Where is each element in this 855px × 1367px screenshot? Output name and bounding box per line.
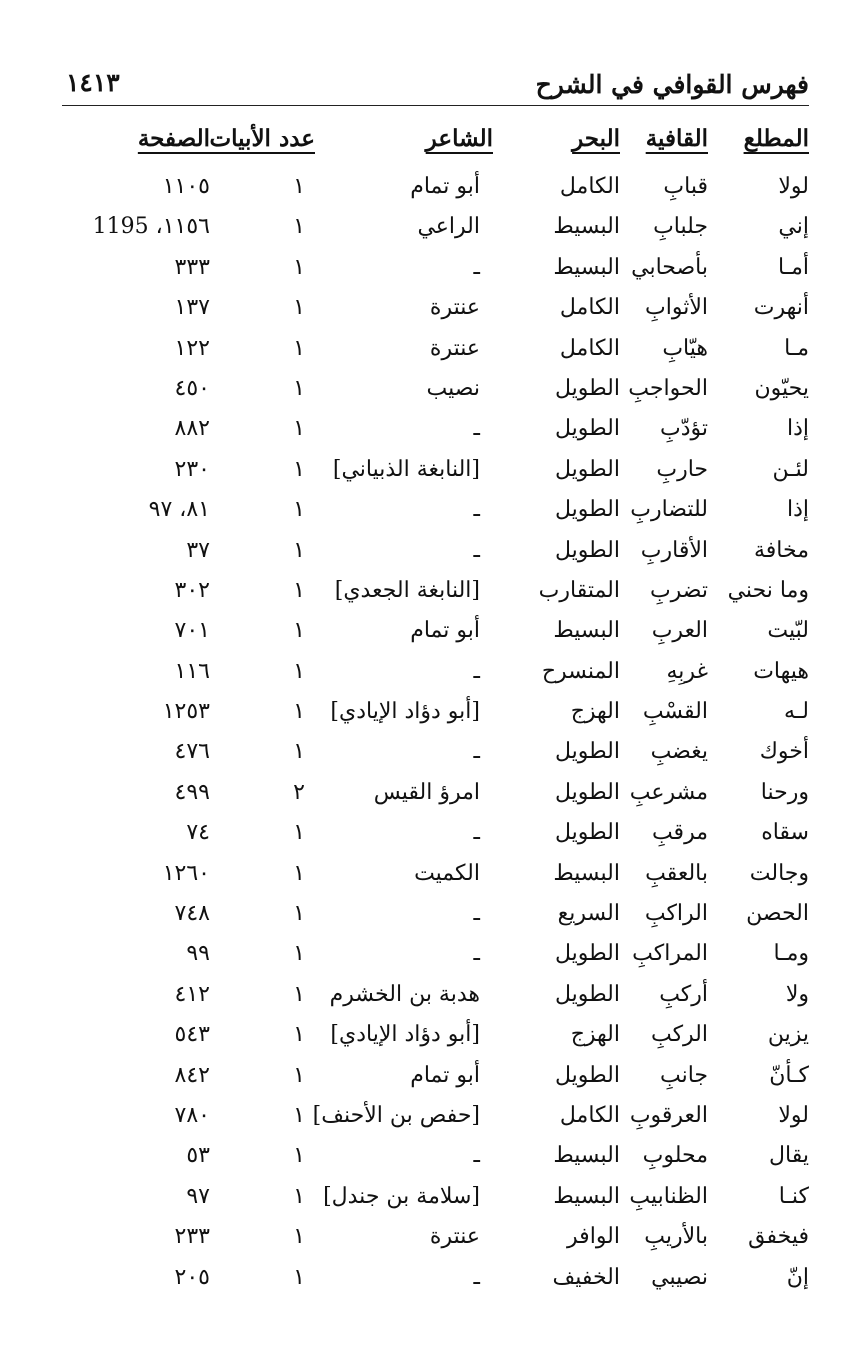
poet-cell: ـ — [473, 1264, 480, 1290]
rhyme-cell: أركبِ — [659, 981, 708, 1007]
rhyme-cell: الأثوابِ — [645, 295, 708, 321]
page-ref-cell: ٩٧ — [186, 1183, 210, 1209]
page-ref-cell: ٨٤٢ — [174, 1062, 210, 1088]
meter-cell: المنسرح — [541, 658, 620, 684]
table-row — [0, 976, 855, 1016]
column-header-rhyme: القافية — [645, 125, 708, 152]
verse-count-cell: ١ — [293, 1264, 305, 1290]
page-ref-cell: ١٢٥٣ — [162, 699, 210, 725]
page-ref-cell: ١١٠٥ — [162, 174, 210, 199]
table-row — [0, 1016, 855, 1056]
page-ref-cell: ٧٠١ — [174, 618, 210, 644]
opening-cell: وجالت — [749, 860, 809, 886]
meter-cell: الطويل — [554, 779, 620, 805]
verse-count-cell: ١ — [293, 456, 305, 482]
rhyme-cell: الظنابيبِ — [629, 1183, 708, 1209]
opening-cell: كنـا — [778, 1183, 809, 1209]
opening-cell: لولا — [778, 174, 809, 199]
rhyme-cell: الأقاربِ — [640, 537, 708, 563]
opening-cell: لبّيت — [767, 618, 809, 644]
meter-cell: الطويل — [554, 456, 620, 482]
page-ref-cell: ١١٥٦، 1195 — [92, 214, 210, 240]
meter-cell: الهزج — [570, 1022, 620, 1048]
opening-cell: أمـا — [777, 254, 809, 280]
opening-cell: كـأنّ — [769, 1062, 809, 1088]
meter-cell: الكامل — [559, 174, 620, 199]
verse-count-cell: ١ — [293, 1022, 305, 1048]
poet-cell: ـ — [473, 658, 480, 684]
verse-count-cell: ١ — [293, 295, 305, 321]
opening-cell: لـه — [784, 699, 809, 725]
opening-cell: يزين — [767, 1022, 809, 1048]
poet-cell: ـ — [473, 941, 480, 967]
verse-count-cell: ١ — [293, 1183, 305, 1209]
verse-count-cell: ١ — [293, 658, 305, 684]
opening-cell: فيخفق — [748, 1224, 809, 1250]
poet-cell: ـ — [473, 254, 480, 280]
poet-cell: الراعي — [417, 214, 480, 240]
poet-cell: [سلامة بن جندل] — [323, 1183, 480, 1209]
rhyme-cell: للتضاربِ — [630, 497, 708, 523]
table-row — [0, 693, 855, 733]
table-row — [0, 895, 855, 935]
rhyme-cell: نصيبي — [651, 1264, 708, 1290]
opening-cell: ورحنا — [760, 779, 809, 805]
opening-cell: أخوك — [759, 739, 809, 765]
page-ref-cell: ٣٠٢ — [174, 577, 210, 603]
page-ref-cell: ٧٨٠ — [174, 1102, 210, 1128]
meter-cell: الكامل — [559, 1102, 620, 1128]
table-row — [0, 451, 855, 491]
table-row — [0, 491, 855, 531]
verse-count-cell: ١ — [293, 1224, 305, 1250]
meter-cell: الطويل — [554, 739, 620, 765]
rhyme-cell: تضربِ — [649, 577, 708, 603]
verse-count-cell: ١ — [293, 254, 305, 280]
rhyme-cell: الراكبِ — [644, 901, 708, 927]
poet-cell: عنترة — [429, 1224, 480, 1250]
table-row — [0, 1057, 855, 1097]
rhyme-cell: القسْبِ — [642, 699, 708, 725]
table-row — [0, 733, 855, 773]
verse-count-cell: ١ — [293, 375, 305, 401]
meter-cell: البسيط — [553, 254, 620, 280]
table-row — [0, 572, 855, 612]
column-header-opening: المطلع — [743, 125, 809, 152]
opening-cell: سقاه — [761, 820, 809, 846]
table-row — [0, 1178, 855, 1218]
table-row — [0, 1259, 855, 1299]
rhyme-cell: العربِ — [651, 618, 708, 644]
verse-count-cell: ١ — [293, 860, 305, 886]
page-ref-cell: ٩٩ — [186, 941, 210, 967]
verse-count-cell: ١ — [293, 335, 305, 361]
opening-cell: وما نحني — [727, 577, 809, 603]
opening-cell: أنهرت — [753, 295, 809, 321]
verse-count-cell: ١ — [293, 901, 305, 927]
table-row — [0, 410, 855, 450]
column-header-meter: البحر — [572, 125, 620, 152]
rhyme-cell: جانبِ — [659, 1062, 708, 1088]
meter-cell: الطويل — [554, 941, 620, 967]
poet-cell: هدبة بن الخشرم — [329, 981, 480, 1007]
rhyme-cell: قبابِ — [663, 174, 708, 199]
verse-count-cell: ١ — [293, 699, 305, 725]
page-ref-cell: ٥٣ — [186, 1143, 210, 1169]
verse-count-cell: ١ — [293, 1102, 305, 1128]
poet-cell: [النابغة الذبياني] — [332, 456, 480, 482]
poet-cell: امرؤ القيس — [373, 779, 480, 805]
meter-cell: الطويل — [554, 375, 620, 401]
verse-count-cell: ١ — [293, 1062, 305, 1088]
column-header-page: الصفحة — [137, 125, 210, 152]
column-header-verse-count: عدد الأبيات — [209, 125, 315, 152]
verse-count-cell: ١ — [293, 618, 305, 644]
opening-cell: إنّ — [786, 1264, 809, 1290]
rhyme-cell: بالأريبِ — [644, 1224, 708, 1250]
meter-cell: الهزج — [570, 699, 620, 725]
page-ref-cell: ٨١، ٩٧ — [148, 497, 210, 523]
meter-cell: المتقارب — [538, 577, 620, 603]
poet-cell: عنترة — [429, 335, 480, 361]
rhyme-cell: هيّابِ — [662, 335, 708, 361]
page-ref-cell: ٧٤٨ — [174, 901, 210, 927]
poet-cell: أبو تمام — [410, 174, 480, 199]
opening-cell: لولا — [778, 1102, 809, 1128]
opening-cell: الحصن — [746, 901, 809, 927]
meter-cell: الطويل — [554, 537, 620, 563]
table-row — [0, 612, 855, 652]
poet-cell: [النابغة الجعدي] — [334, 577, 480, 603]
poet-cell: عنترة — [429, 295, 480, 321]
meter-cell: الكامل — [559, 295, 620, 321]
meter-cell: البسيط — [553, 860, 620, 886]
rhyme-cell: بالعقبِ — [645, 860, 708, 886]
meter-cell: الطويل — [554, 1062, 620, 1088]
page-ref-cell: ٤٩٩ — [174, 779, 210, 805]
rhyme-cell: مشرعبِ — [629, 779, 708, 805]
poet-cell: ـ — [473, 901, 480, 927]
opening-cell: لئـن — [772, 456, 809, 482]
poet-cell: نصيب — [426, 375, 480, 401]
opening-cell: يقال — [769, 1143, 809, 1169]
rhyme-cell: بأصحابي — [631, 254, 708, 280]
rhyme-cell: مرقبِ — [651, 820, 708, 846]
opening-cell: إذا — [786, 497, 809, 523]
verse-count-cell: ١ — [293, 739, 305, 765]
page-ref-cell: ١٢٢ — [174, 335, 210, 361]
meter-cell: الطويل — [554, 820, 620, 846]
page-ref-cell: ٣٧ — [186, 537, 210, 563]
table-row — [0, 532, 855, 572]
page-ref-cell: ٧٤ — [186, 820, 210, 846]
page-ref-cell: ٢٠٥ — [174, 1264, 210, 1290]
poet-cell: [أبو دؤاد الإيادي] — [330, 1022, 480, 1048]
meter-cell: البسيط — [553, 214, 620, 240]
poet-cell: الكميت — [414, 860, 480, 886]
table-row — [0, 1137, 855, 1177]
page-ref-cell: ١٣٧ — [174, 295, 210, 321]
opening-cell: ولا — [785, 981, 809, 1007]
rhyme-cell: الحواجبِ — [628, 375, 708, 401]
rhyme-cell: المراكبِ — [632, 941, 708, 967]
page-ref-cell: ٨٨٢ — [174, 416, 210, 442]
table-row — [0, 249, 855, 289]
meter-cell: الكامل — [559, 335, 620, 361]
page-ref-cell: ٤٥٠ — [174, 375, 210, 401]
table-row — [0, 330, 855, 370]
verse-count-cell: ١ — [293, 941, 305, 967]
rhyme-cell: غربِهِ — [666, 658, 708, 684]
poet-cell: ـ — [473, 497, 480, 523]
meter-cell: الطويل — [554, 981, 620, 1007]
table-row — [0, 935, 855, 975]
verse-count-cell: ١ — [293, 497, 305, 523]
verse-count-cell: ١ — [293, 174, 305, 199]
meter-cell: الخفيف — [552, 1264, 620, 1290]
table-row — [0, 289, 855, 329]
header-rule — [62, 105, 809, 106]
page-ref-cell: ٤١٢ — [174, 981, 210, 1007]
verse-count-cell: ١ — [293, 820, 305, 846]
page-ref-cell: ٢٣٠ — [174, 456, 210, 482]
table-row — [0, 1218, 855, 1258]
table-row — [0, 208, 855, 248]
rhyme-cell: الركبِ — [650, 1022, 708, 1048]
table-row — [0, 370, 855, 410]
opening-cell: إني — [778, 214, 809, 240]
rhyme-cell: جلبابِ — [653, 214, 708, 240]
meter-cell: الوافر — [567, 1224, 620, 1250]
table-row — [0, 653, 855, 693]
column-header-poet: الشاعر — [425, 125, 493, 152]
poet-cell: ـ — [473, 739, 480, 765]
rhyme-cell: تؤدّبِ — [660, 416, 708, 442]
table-row — [0, 855, 855, 895]
page-ref-cell: ١١٦ — [174, 658, 210, 684]
poet-cell: ـ — [473, 1143, 480, 1169]
meter-cell: البسيط — [553, 1183, 620, 1209]
verse-count-cell: ١ — [293, 214, 305, 240]
opening-cell: مـا — [784, 335, 809, 361]
table-row — [0, 1097, 855, 1137]
page-number: ١٤١٣ — [66, 68, 120, 97]
poet-cell: أبو تمام — [410, 1062, 480, 1088]
rhyme-cell: محلوبِ — [642, 1143, 708, 1169]
table-row — [0, 168, 855, 208]
index-table — [0, 168, 855, 1299]
opening-cell: هيهات — [753, 658, 809, 684]
page-ref-cell: ٣٣٣ — [174, 254, 210, 280]
page-ref-cell: ٢٣٣ — [174, 1224, 210, 1250]
poet-cell: [أبو دؤاد الإيادي] — [330, 699, 480, 725]
opening-cell: مخافة — [754, 537, 809, 563]
page-ref-cell: ٥٤٣ — [174, 1022, 210, 1048]
verse-count-cell: ١ — [293, 1143, 305, 1169]
opening-cell: يحيّون — [754, 375, 809, 401]
verse-count-cell: ١ — [293, 416, 305, 442]
poet-cell: ـ — [473, 537, 480, 563]
rhyme-cell: العرقوبِ — [629, 1102, 708, 1128]
table-row — [0, 774, 855, 814]
meter-cell: الطويل — [554, 416, 620, 442]
verse-count-cell: ١ — [293, 981, 305, 1007]
page-ref-cell: ٤٧٦ — [174, 739, 210, 765]
running-header-title: فهرس القوافي في الشرح — [535, 70, 809, 99]
poet-cell: أبو تمام — [410, 618, 480, 644]
meter-cell: السريع — [557, 901, 620, 927]
verse-count-cell: ٢ — [293, 779, 305, 805]
table-row — [0, 814, 855, 854]
meter-cell: البسيط — [553, 618, 620, 644]
poet-cell: ـ — [473, 416, 480, 442]
page-ref-cell: ١٢٦٠ — [162, 860, 210, 886]
poet-cell: [حفص بن الأحنف] — [312, 1102, 480, 1128]
meter-cell: البسيط — [553, 1143, 620, 1169]
verse-count-cell: ١ — [293, 577, 305, 603]
opening-cell: ومـا — [773, 941, 809, 967]
poet-cell: ـ — [473, 820, 480, 846]
rhyme-cell: حاربِ — [656, 456, 708, 482]
verse-count-cell: ١ — [293, 537, 305, 563]
opening-cell: إذا — [786, 416, 809, 442]
meter-cell: الطويل — [554, 497, 620, 523]
rhyme-cell: يغضبِ — [650, 739, 708, 765]
